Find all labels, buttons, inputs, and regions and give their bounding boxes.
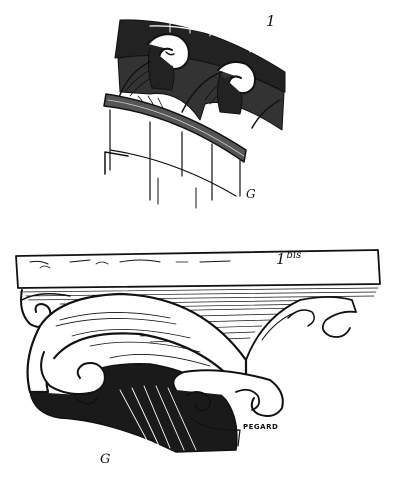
monogram-bottom: G bbox=[100, 452, 111, 467]
figure-1bis-number bbox=[276, 251, 301, 267]
figure-1bis-suffix: bis bbox=[286, 250, 302, 261]
figure-1bis-corbel bbox=[16, 250, 380, 452]
figure-1bis-number-text: 1 bbox=[276, 250, 286, 268]
engraver-signature: PEGARD bbox=[243, 423, 279, 431]
figure-1-number-text: 1 bbox=[266, 12, 276, 30]
figure-1-corbel-table bbox=[104, 20, 285, 208]
figure-1-number bbox=[266, 14, 276, 29]
monogram-top: G bbox=[246, 187, 256, 201]
